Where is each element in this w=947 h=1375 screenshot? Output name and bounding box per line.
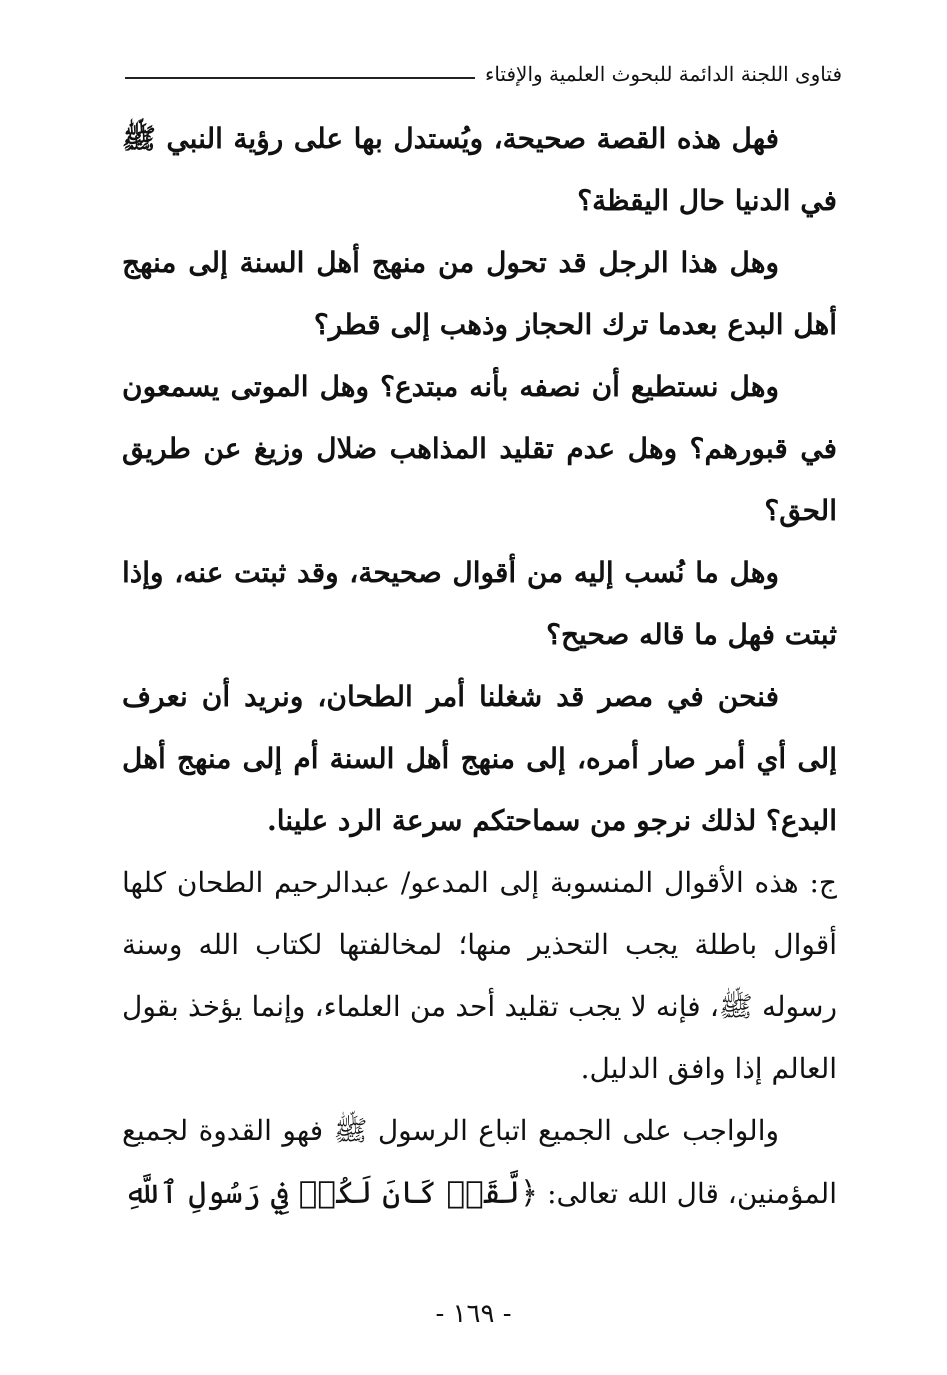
page-number: - ١٦٩ - — [435, 1299, 512, 1329]
quran-verse: ﴿لَّقَدۡ كَانَ لَكُمۡ فِي رَسُولِ ٱللَّهِ — [123, 1175, 539, 1211]
question-paragraph-4: وهل ما نُسب إليه من أقوال صحيحة، وقد ثبتت عنه، وإذا ثبتت فهل ما قاله صحيح؟ — [122, 556, 837, 651]
question-paragraph-1: فهل هذه القصة صحيحة، ويُستدل بها على رؤية النبي ﷺ في الدنيا حال اليقظة؟ — [122, 122, 837, 217]
answer-section — [122, 852, 837, 1225]
body-text — [122, 108, 837, 1225]
running-header — [125, 56, 842, 92]
question-paragraph-2: وهل هذا الرجل قد تحول من منهج أهل السنة إلى منهج أهل البدع بعدما ترك الحجاز وذهب إلى قطر؟ — [122, 246, 837, 341]
header-title: فتاوى اللجنة الدائمة للبحوث العلمية والإفتاء — [484, 62, 842, 86]
header-rule — [125, 77, 475, 79]
question-section — [122, 108, 837, 852]
question-paragraph-5: فنحن في مصر قد شغلنا أمر الطحان، ونريد أن نعرف إلى أي أمر صار أمره، إلى منهج أهل السنة أم إلى منهج أهل البدع؟ لذلك نرجو من سماحتكم سرعة الرد علينا. — [122, 680, 837, 837]
question-paragraph-3: وهل نستطيع أن نصفه بأنه مبتدع؟ وهل الموتى يسمعون في قبورهم؟ وهل عدم تقليد المذاهب ضلال وزيغ عن طريق الحق؟ — [122, 370, 837, 527]
answer-paragraph-2 — [122, 1100, 837, 1225]
answer-paragraph-2-text: والواجب على الجميع اتباع الرسول ﷺ فهو القدوة لجميع المؤمنين، قال الله تعالى: — [122, 1114, 837, 1210]
answer-paragraph-1: ج: هذه الأقوال المنسوبة إلى المدعو/ عبدالرحيم الطحان كلها أقوال باطلة يجب التحذير منها؛ لمخالفتها لكتاب الله وسنة رسوله ﷺ، فإنه لا يجب تقليد أحد من العلماء، وإنما يؤخذ بقول العالم إذا وافق الدليل. — [122, 866, 837, 1085]
